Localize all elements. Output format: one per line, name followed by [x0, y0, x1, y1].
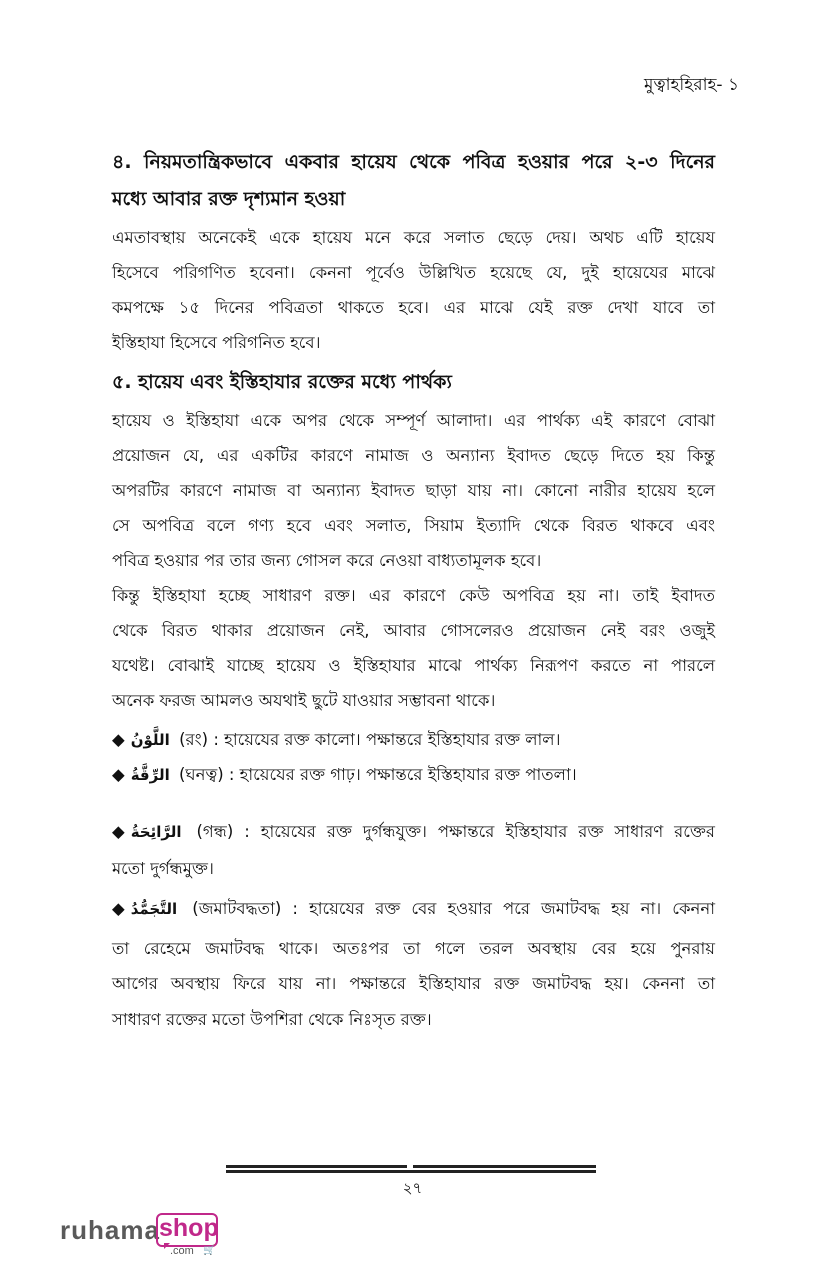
paragraph-line: অনেক ফরজ আমলও অযথাই ছুটে যাওয়ার সম্ভাবনা থাকে।: [112, 691, 496, 710]
paragraph-line: কমপক্ষে ১৫ দিনের পবিত্রতা থাকতে হবে। এর মাঝে যেই রক্ত দেখা যাবে তা: [112, 298, 715, 317]
running-head: মুত্বাহহিরাহ- ১: [644, 75, 739, 95]
arabic-term: التَّجَمُّدُ: [130, 900, 178, 918]
bullet-text: (ঘনত্ব) : হায়েযের রক্ত গাঢ়। পক্ষান্তরে ইস্তিহাযার রক্ত পাতলা।: [178, 765, 577, 784]
diamond-bullet-icon: ◆: [112, 730, 125, 749]
bullet-continuation: আগের অবস্থায় ফিরে যায় না। পক্ষান্তরে ইস্তিহাযার রক্ত জমাটবদ্ধ হয়। কেননা তা: [112, 974, 715, 993]
section-4-heading-line-2: মধ্যে আবার রক্ত দৃশ্যমান হওয়া: [112, 188, 346, 210]
paragraph-line: থেকে বিরত থাকার প্রয়োজন নেই, আবার গোসলেরও প্রয়োজন নেই বরং ওজুই: [112, 621, 715, 640]
paragraph-line: সে অপবিত্র বলে গণ্য হবে এবং সলাত, সিয়াম ইত্যাদি থেকে বিরত থাকবে এবং: [112, 516, 715, 535]
footer-rule-right: [413, 1165, 596, 1168]
section-4-heading-line-1: ৪. নিয়মতান্ত্রিকভাবে একবার হায়েয থেকে পবিত্র হওয়ার পরে ২-৩ দিনের: [112, 151, 715, 173]
paragraph-line: ইস্তিহাযা হিসেবে পরিগনিত হবে।: [112, 333, 321, 352]
bullet-continuation: সাধারণ রক্তের মতো উপশিরা থেকে নিঃসৃত রক্ত।: [112, 1010, 432, 1029]
arabic-term: اللَّوْنُ: [130, 731, 170, 749]
paragraph-line: পবিত্র হওয়ার পর তার জন্য গোসল করে নেওয়া বাধ্যতামূলক হবে।: [112, 551, 542, 570]
bullet-continuation: মতো দুর্গন্ধমুক্ত।: [112, 859, 214, 878]
footer-rule-left: [226, 1165, 407, 1168]
paragraph-line: অপরটির কারণে নামাজ বা অন্যান্য ইবাদত ছাড়া যায় না। কোনো নারীর হায়েয হলে: [112, 481, 715, 500]
paragraph-line: হায়েয ও ইস্তিহাযা একে অপর থেকে সম্পূর্ণ আলাদা। এর পার্থক্য এই কারণে বোঝা: [112, 411, 715, 430]
paragraph-line: এমতাবস্থায় অনেকেই একে হায়েয মনে করে সলাত ছেড়ে দেয়। অথচ এটি হায়েয: [112, 228, 715, 247]
section-5-heading: ৫. হায়েয এবং ইস্তিহাযার রক্তের মধ্যে পার্থক্য: [112, 371, 452, 393]
logo-text-shop: shop: [159, 1214, 219, 1242]
bullet-text: (গন্ধ) : হায়েযের রক্ত দুর্গন্ধযুক্ত। পক্ষান্তরে ইস্তিহাযার রক্ত সাধারণ রক্তের: [196, 822, 715, 841]
bullet-item-clotting: [112, 897, 715, 921]
bullet-item-density: [112, 763, 715, 787]
diamond-bullet-icon: ◆: [112, 765, 125, 784]
diamond-bullet-icon: ◆: [112, 822, 125, 841]
cart-icon: 🛒: [203, 1245, 216, 1256]
paragraph-line: প্রয়োজন যে, এর একটির কারণে নামাজ ও অন্যান্য ইবাদত ছেড়ে দিতে হয় কিন্তু: [112, 446, 715, 465]
footer-rule-bottom: [226, 1170, 596, 1173]
bullet-item-smell: [112, 820, 715, 844]
page-number: ২৭: [402, 1179, 423, 1197]
bullet-text: (রং) : হায়েযের রক্ত কালো। পক্ষান্তরে ইস্তিহাযার রক্ত লাল।: [179, 730, 561, 749]
arabic-term: الرِّقَّةُ: [130, 766, 170, 784]
arabic-term: الرَّائِحَةُ: [130, 823, 182, 841]
paragraph-line: কিন্তু ইস্তিহাযা হচ্ছে সাধারণ রক্ত। এর কারণে কেউ অপবিত্র হয় না। তাই ইবাদত: [112, 586, 715, 605]
bullet-item-color: [112, 728, 715, 752]
paragraph-line: যথেষ্ট। বোঝাই যাচ্ছে হায়েয ও ইস্তিহাযার মাঝে পার্থক্য নিরূপণ করতে না পারলে: [112, 656, 715, 675]
logo-text-ruhama: ruhama: [60, 1215, 160, 1245]
diamond-bullet-icon: ◆: [112, 899, 125, 918]
bullet-continuation: তা রেহেমে জমাটবদ্ধ থাকে। অতঃপর তা গলে তরল অবস্থায় বের হয়ে পুনরায়: [112, 939, 715, 958]
paragraph-line: হিসেবে পরিগণিত হবেনা। কেননা পূর্বেও উল্লিখিত হয়েছে যে, দুই হায়েযের মাঝে: [112, 263, 715, 282]
bullet-text: (জমাটবদ্ধতা) : হায়েযের রক্ত বের হওয়ার পরে জমাটবদ্ধ হয় না। কেননা: [192, 899, 716, 918]
logo-text-domain: .com: [170, 1245, 194, 1257]
